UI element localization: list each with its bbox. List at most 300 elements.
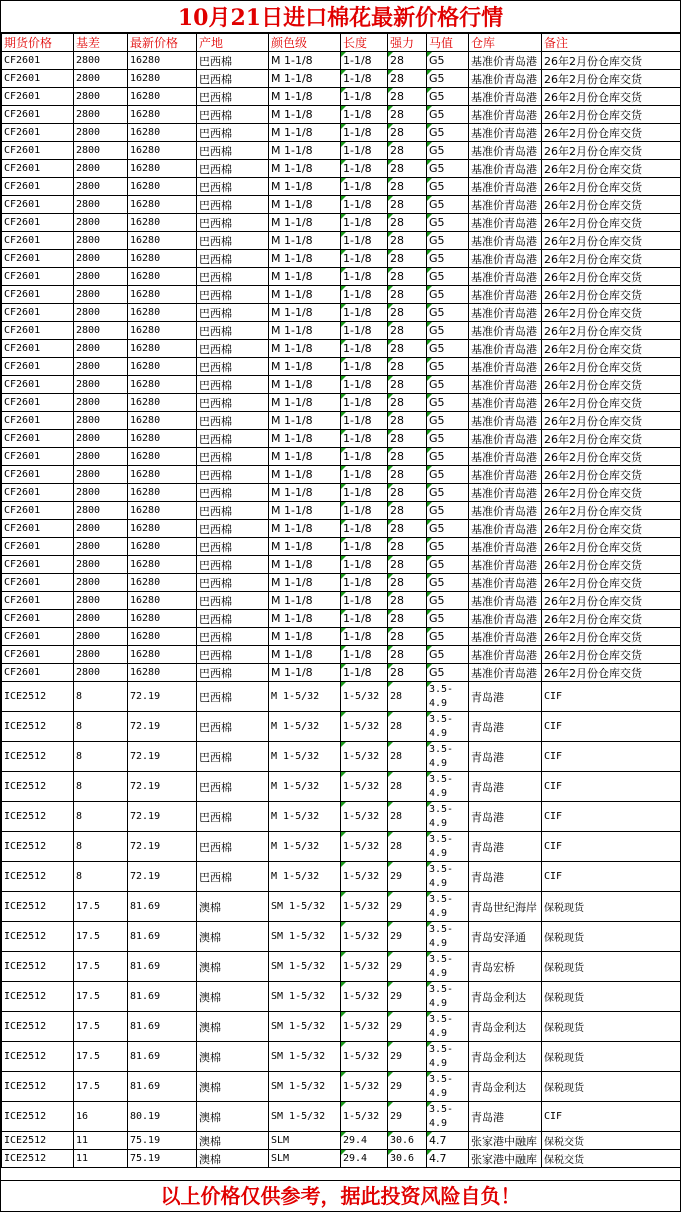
cell-futures-code: CF2601 [2, 574, 74, 592]
cell-length: 1-1/8 [341, 196, 388, 214]
cell-length: 1-1/8 [341, 142, 388, 160]
cell-strength: 28 [388, 646, 427, 664]
cell-micronaire: 3.5-4.9 [427, 742, 469, 772]
cell-warehouse: 基准价青岛港 [469, 286, 542, 304]
cell-remark: 26年2月份仓库交货 [542, 430, 681, 448]
cell-origin: 澳棉 [197, 1072, 269, 1102]
cell-warehouse: 基准价青岛港 [469, 178, 542, 196]
cell-remark: 保税现货 [542, 892, 681, 922]
cell-warehouse: 青岛港 [469, 832, 542, 862]
cell-futures-code: CF2601 [2, 88, 74, 106]
price-table [1, 33, 681, 1168]
cell-origin: 澳棉 [197, 1042, 269, 1072]
cell-strength: 28 [388, 358, 427, 376]
cell-color-grade: M 1-1/8 [269, 340, 341, 358]
table-row [2, 772, 681, 802]
cell-strength: 28 [388, 232, 427, 250]
cell-color-grade: M 1-1/8 [269, 448, 341, 466]
cell-basis: 2800 [74, 340, 128, 358]
cell-warehouse: 基准价青岛港 [469, 52, 542, 70]
cell-micronaire: 3.5-4.9 [427, 1012, 469, 1042]
cell-latest-price: 81.69 [128, 892, 197, 922]
cell-strength: 29 [388, 922, 427, 952]
cell-remark: 26年2月份仓库交货 [542, 358, 681, 376]
cell-basis: 2800 [74, 664, 128, 682]
cell-micronaire: 3.5-4.9 [427, 952, 469, 982]
cell-basis: 2800 [74, 160, 128, 178]
cell-remark: 保税现货 [542, 982, 681, 1012]
cell-origin: 巴西棉 [197, 832, 269, 862]
cell-strength: 28 [388, 394, 427, 412]
cell-futures-code: ICE2512 [2, 1012, 74, 1042]
table-row [2, 520, 681, 538]
cell-warehouse: 基准价青岛港 [469, 484, 542, 502]
cell-length: 1-1/8 [341, 466, 388, 484]
cell-remark: 保税交货 [542, 1150, 681, 1168]
cell-remark: 26年2月份仓库交货 [542, 448, 681, 466]
cell-remark: 26年2月份仓库交货 [542, 178, 681, 196]
table-row [2, 892, 681, 922]
table-row [2, 178, 681, 196]
cell-origin: 巴西棉 [197, 610, 269, 628]
table-row [2, 628, 681, 646]
cell-strength: 28 [388, 250, 427, 268]
cell-color-grade: M 1-1/8 [269, 214, 341, 232]
cell-color-grade: M 1-1/8 [269, 70, 341, 88]
cell-strength: 29 [388, 1012, 427, 1042]
cell-latest-price: 16280 [128, 70, 197, 88]
cell-remark: CIF [542, 682, 681, 712]
cell-latest-price: 16280 [128, 430, 197, 448]
cell-origin: 巴西棉 [197, 250, 269, 268]
cell-latest-price: 16280 [128, 520, 197, 538]
cell-strength: 28 [388, 160, 427, 178]
cell-micronaire: G5 [427, 160, 469, 178]
cell-futures-code: ICE2512 [2, 1102, 74, 1132]
cell-strength: 28 [388, 802, 427, 832]
cell-warehouse: 基准价青岛港 [469, 250, 542, 268]
cell-length: 29.4 [341, 1132, 388, 1150]
cell-strength: 28 [388, 88, 427, 106]
cell-warehouse: 基准价青岛港 [469, 124, 542, 142]
cell-basis: 16 [74, 1102, 128, 1132]
disclaimer: 以上价格仅供参考，据此投资风险自负！ [1, 1180, 680, 1211]
cell-warehouse: 张家港中融库 [469, 1132, 542, 1150]
cell-warehouse: 基准价青岛港 [469, 556, 542, 574]
table-row [2, 1012, 681, 1042]
table-row [2, 1102, 681, 1132]
cell-warehouse: 基准价青岛港 [469, 376, 542, 394]
cell-warehouse: 青岛港 [469, 712, 542, 742]
cell-basis: 2800 [74, 556, 128, 574]
cell-latest-price: 16280 [128, 286, 197, 304]
cell-basis: 2800 [74, 250, 128, 268]
cell-remark: 保税现货 [542, 1012, 681, 1042]
cell-length: 1-5/32 [341, 1042, 388, 1072]
cell-remark: CIF [542, 712, 681, 742]
cell-futures-code: CF2601 [2, 286, 74, 304]
cell-basis: 17.5 [74, 1042, 128, 1072]
cell-color-grade: SM 1-5/32 [269, 1012, 341, 1042]
table-row [2, 538, 681, 556]
cell-color-grade: M 1-1/8 [269, 196, 341, 214]
cell-length: 1-1/8 [341, 484, 388, 502]
cell-color-grade: M 1-1/8 [269, 664, 341, 682]
cell-remark: CIF [542, 802, 681, 832]
cell-remark: 26年2月份仓库交货 [542, 340, 681, 358]
cell-origin: 巴西棉 [197, 394, 269, 412]
cell-micronaire: G5 [427, 214, 469, 232]
cell-futures-code: CF2601 [2, 520, 74, 538]
cell-futures-code: CF2601 [2, 664, 74, 682]
cell-origin: 澳棉 [197, 1012, 269, 1042]
cell-futures-code: ICE2512 [2, 892, 74, 922]
cell-length: 1-1/8 [341, 412, 388, 430]
cell-futures-code: CF2601 [2, 466, 74, 484]
cell-micronaire: G5 [427, 466, 469, 484]
cell-color-grade: M 1-1/8 [269, 124, 341, 142]
cell-latest-price: 16280 [128, 232, 197, 250]
cell-latest-price: 16280 [128, 574, 197, 592]
header-strength: 强力 [388, 34, 427, 52]
table-row [2, 502, 681, 520]
cell-origin: 巴西棉 [197, 628, 269, 646]
cell-basis: 17.5 [74, 1012, 128, 1042]
cell-futures-code: ICE2512 [2, 682, 74, 712]
cell-remark: CIF [542, 1102, 681, 1132]
table-row [2, 1072, 681, 1102]
cell-basis: 2800 [74, 430, 128, 448]
cell-warehouse: 基准价青岛港 [469, 592, 542, 610]
cell-strength: 28 [388, 592, 427, 610]
cell-origin: 巴西棉 [197, 646, 269, 664]
cell-remark: 26年2月份仓库交货 [542, 268, 681, 286]
cell-basis: 2800 [74, 52, 128, 70]
cell-futures-code: CF2601 [2, 124, 74, 142]
table-row [2, 448, 681, 466]
cell-latest-price: 16280 [128, 664, 197, 682]
cell-origin: 澳棉 [197, 1150, 269, 1168]
cell-color-grade: M 1-5/32 [269, 742, 341, 772]
cell-micronaire: G5 [427, 286, 469, 304]
cell-latest-price: 16280 [128, 358, 197, 376]
cell-micronaire: 3.5-4.9 [427, 982, 469, 1012]
cell-futures-code: ICE2512 [2, 982, 74, 1012]
cell-futures-code: ICE2512 [2, 832, 74, 862]
cell-strength: 28 [388, 742, 427, 772]
cell-origin: 巴西棉 [197, 772, 269, 802]
table-row [2, 124, 681, 142]
cell-origin: 巴西棉 [197, 214, 269, 232]
header-latest-price: 最新价格 [128, 34, 197, 52]
cell-basis: 2800 [74, 520, 128, 538]
cell-micronaire: 3.5-4.9 [427, 892, 469, 922]
cell-micronaire: G5 [427, 340, 469, 358]
cell-length: 29.4 [341, 1150, 388, 1168]
cell-futures-code: CF2601 [2, 484, 74, 502]
cell-color-grade: M 1-1/8 [269, 376, 341, 394]
table-row [2, 412, 681, 430]
cell-length: 1-1/8 [341, 52, 388, 70]
cell-micronaire: G5 [427, 358, 469, 376]
cell-strength: 28 [388, 502, 427, 520]
table-row [2, 982, 681, 1012]
cell-remark: 26年2月份仓库交货 [542, 142, 681, 160]
cell-futures-code: CF2601 [2, 538, 74, 556]
cell-origin: 巴西棉 [197, 802, 269, 832]
cell-strength: 28 [388, 196, 427, 214]
cell-color-grade: M 1-1/8 [269, 574, 341, 592]
table-row [2, 742, 681, 772]
cell-strength: 28 [388, 556, 427, 574]
cell-remark: 26年2月份仓库交货 [542, 304, 681, 322]
cell-latest-price: 16280 [128, 412, 197, 430]
cell-micronaire: G5 [427, 574, 469, 592]
table-row [2, 142, 681, 160]
cell-origin: 巴西棉 [197, 376, 269, 394]
cell-micronaire: 3.5-4.9 [427, 712, 469, 742]
page-title: 10月21日进口棉花最新价格行情 [1, 1, 680, 33]
cell-futures-code: CF2601 [2, 448, 74, 466]
cell-basis: 17.5 [74, 922, 128, 952]
cell-remark: 26年2月份仓库交货 [542, 412, 681, 430]
cell-warehouse: 青岛宏桥 [469, 952, 542, 982]
cell-latest-price: 16280 [128, 142, 197, 160]
cell-strength: 28 [388, 484, 427, 502]
cell-remark: 26年2月份仓库交货 [542, 106, 681, 124]
cell-origin: 澳棉 [197, 952, 269, 982]
cell-latest-price: 16280 [128, 466, 197, 484]
cell-basis: 17.5 [74, 892, 128, 922]
cell-length: 1-1/8 [341, 124, 388, 142]
cell-micronaire: 3.5-4.9 [427, 1042, 469, 1072]
cell-micronaire: G5 [427, 232, 469, 250]
cell-latest-price: 81.69 [128, 982, 197, 1012]
cell-futures-code: ICE2512 [2, 1042, 74, 1072]
table-row [2, 196, 681, 214]
cell-remark: 26年2月份仓库交货 [542, 88, 681, 106]
cell-latest-price: 72.19 [128, 862, 197, 892]
cell-latest-price: 16280 [128, 376, 197, 394]
cell-color-grade: M 1-1/8 [269, 502, 341, 520]
table-row [2, 214, 681, 232]
cell-length: 1-1/8 [341, 232, 388, 250]
cell-length: 1-5/32 [341, 982, 388, 1012]
cell-strength: 28 [388, 124, 427, 142]
cell-strength: 28 [388, 286, 427, 304]
cell-color-grade: M 1-1/8 [269, 52, 341, 70]
cell-length: 1-1/8 [341, 88, 388, 106]
cell-strength: 28 [388, 268, 427, 286]
cell-origin: 巴西棉 [197, 160, 269, 178]
cell-warehouse: 基准价青岛港 [469, 574, 542, 592]
cell-futures-code: ICE2512 [2, 952, 74, 982]
cell-latest-price: 16280 [128, 196, 197, 214]
cell-futures-code: CF2601 [2, 412, 74, 430]
cell-warehouse: 基准价青岛港 [469, 160, 542, 178]
cell-color-grade: M 1-5/32 [269, 682, 341, 712]
cell-remark: 26年2月份仓库交货 [542, 574, 681, 592]
cell-color-grade: SM 1-5/32 [269, 1102, 341, 1132]
cell-origin: 巴西棉 [197, 664, 269, 682]
cell-remark: 26年2月份仓库交货 [542, 592, 681, 610]
header-warehouse: 仓库 [469, 34, 542, 52]
cell-color-grade: SLM [269, 1132, 341, 1150]
cell-micronaire: G5 [427, 592, 469, 610]
header-remark: 备注 [542, 34, 681, 52]
cell-origin: 巴西棉 [197, 322, 269, 340]
cell-micronaire: 3.5-4.9 [427, 682, 469, 712]
cell-length: 1-5/32 [341, 832, 388, 862]
cell-strength: 29 [388, 1072, 427, 1102]
cell-origin: 巴西棉 [197, 520, 269, 538]
cell-length: 1-1/8 [341, 178, 388, 196]
cell-latest-price: 80.19 [128, 1102, 197, 1132]
cell-basis: 2800 [74, 178, 128, 196]
cell-latest-price: 16280 [128, 214, 197, 232]
cell-strength: 28 [388, 772, 427, 802]
cell-warehouse: 基准价青岛港 [469, 232, 542, 250]
cell-origin: 巴西棉 [197, 592, 269, 610]
cell-color-grade: SM 1-5/32 [269, 1072, 341, 1102]
cell-origin: 澳棉 [197, 1132, 269, 1150]
cell-length: 1-1/8 [341, 592, 388, 610]
table-row [2, 250, 681, 268]
cell-strength: 29 [388, 892, 427, 922]
table-row [2, 52, 681, 70]
table-row [2, 160, 681, 178]
cell-latest-price: 72.19 [128, 832, 197, 862]
cell-latest-price: 16280 [128, 394, 197, 412]
cell-basis: 2800 [74, 484, 128, 502]
cell-remark: 26年2月份仓库交货 [542, 664, 681, 682]
cell-latest-price: 81.69 [128, 952, 197, 982]
cell-length: 1-1/8 [341, 70, 388, 88]
cell-color-grade: M 1-1/8 [269, 646, 341, 664]
cell-length: 1-5/32 [341, 772, 388, 802]
cell-futures-code: CF2601 [2, 214, 74, 232]
table-row [2, 922, 681, 952]
cell-length: 1-1/8 [341, 160, 388, 178]
cell-strength: 28 [388, 322, 427, 340]
table-row [2, 70, 681, 88]
cell-basis: 2800 [74, 394, 128, 412]
cell-latest-price: 16280 [128, 538, 197, 556]
cell-color-grade: M 1-5/32 [269, 802, 341, 832]
cell-futures-code: CF2601 [2, 592, 74, 610]
cell-origin: 巴西棉 [197, 862, 269, 892]
cell-micronaire: G5 [427, 628, 469, 646]
cell-latest-price: 16280 [128, 88, 197, 106]
cell-latest-price: 75.19 [128, 1132, 197, 1150]
table-row [2, 232, 681, 250]
cell-remark: 保税现货 [542, 952, 681, 982]
cell-warehouse: 基准价青岛港 [469, 340, 542, 358]
cell-color-grade: M 1-5/32 [269, 832, 341, 862]
cell-micronaire: 3.5-4.9 [427, 802, 469, 832]
cell-warehouse: 基准价青岛港 [469, 268, 542, 286]
cell-basis: 17.5 [74, 952, 128, 982]
table-row [2, 322, 681, 340]
cell-futures-code: CF2601 [2, 250, 74, 268]
cell-basis: 2800 [74, 646, 128, 664]
cell-strength: 28 [388, 304, 427, 322]
cell-warehouse: 基准价青岛港 [469, 106, 542, 124]
cell-micronaire: G5 [427, 556, 469, 574]
cell-origin: 巴西棉 [197, 286, 269, 304]
cell-futures-code: CF2601 [2, 304, 74, 322]
cell-strength: 29 [388, 1042, 427, 1072]
cell-length: 1-1/8 [341, 268, 388, 286]
cell-latest-price: 72.19 [128, 712, 197, 742]
cell-basis: 11 [74, 1150, 128, 1168]
table-row [2, 802, 681, 832]
cell-futures-code: CF2601 [2, 628, 74, 646]
cell-warehouse: 基准价青岛港 [469, 358, 542, 376]
cell-strength: 29 [388, 982, 427, 1012]
cell-basis: 2800 [74, 628, 128, 646]
cell-origin: 巴西棉 [197, 742, 269, 772]
cell-warehouse: 基准价青岛港 [469, 304, 542, 322]
cell-basis: 2800 [74, 592, 128, 610]
cell-warehouse: 基准价青岛港 [469, 448, 542, 466]
cell-remark: 26年2月份仓库交货 [542, 376, 681, 394]
cell-color-grade: M 1-1/8 [269, 268, 341, 286]
cell-origin: 巴西棉 [197, 124, 269, 142]
cell-micronaire: G5 [427, 664, 469, 682]
cell-micronaire: 4.7 [427, 1150, 469, 1168]
cell-micronaire: 3.5-4.9 [427, 832, 469, 862]
cell-futures-code: ICE2512 [2, 772, 74, 802]
table-row [2, 1150, 681, 1168]
cell-remark: CIF [542, 832, 681, 862]
cell-basis: 2800 [74, 124, 128, 142]
table-row [2, 358, 681, 376]
table-row [2, 592, 681, 610]
cell-basis: 2800 [74, 538, 128, 556]
cell-latest-price: 16280 [128, 340, 197, 358]
cell-micronaire: 3.5-4.9 [427, 922, 469, 952]
cell-remark: CIF [542, 772, 681, 802]
cell-origin: 巴西棉 [197, 574, 269, 592]
cell-warehouse: 基准价青岛港 [469, 196, 542, 214]
cell-origin: 巴西棉 [197, 142, 269, 160]
cell-basis: 8 [74, 802, 128, 832]
cell-length: 1-1/8 [341, 214, 388, 232]
cell-futures-code: CF2601 [2, 160, 74, 178]
cell-strength: 28 [388, 520, 427, 538]
cell-micronaire: G5 [427, 106, 469, 124]
cell-micronaire: G5 [427, 268, 469, 286]
table-row [2, 1132, 681, 1150]
cell-basis: 2800 [74, 142, 128, 160]
cell-basis: 2800 [74, 448, 128, 466]
cell-latest-price: 16280 [128, 322, 197, 340]
cell-origin: 巴西棉 [197, 340, 269, 358]
cell-origin: 巴西棉 [197, 70, 269, 88]
cell-futures-code: CF2601 [2, 376, 74, 394]
cell-origin: 澳棉 [197, 1102, 269, 1132]
cell-micronaire: 3.5-4.9 [427, 1102, 469, 1132]
cell-warehouse: 基准价青岛港 [469, 430, 542, 448]
cell-latest-price: 16280 [128, 106, 197, 124]
cell-length: 1-1/8 [341, 502, 388, 520]
cell-latest-price: 16280 [128, 304, 197, 322]
cell-length: 1-1/8 [341, 574, 388, 592]
cell-remark: 26年2月份仓库交货 [542, 556, 681, 574]
cell-origin: 巴西棉 [197, 484, 269, 502]
cell-color-grade: M 1-1/8 [269, 178, 341, 196]
